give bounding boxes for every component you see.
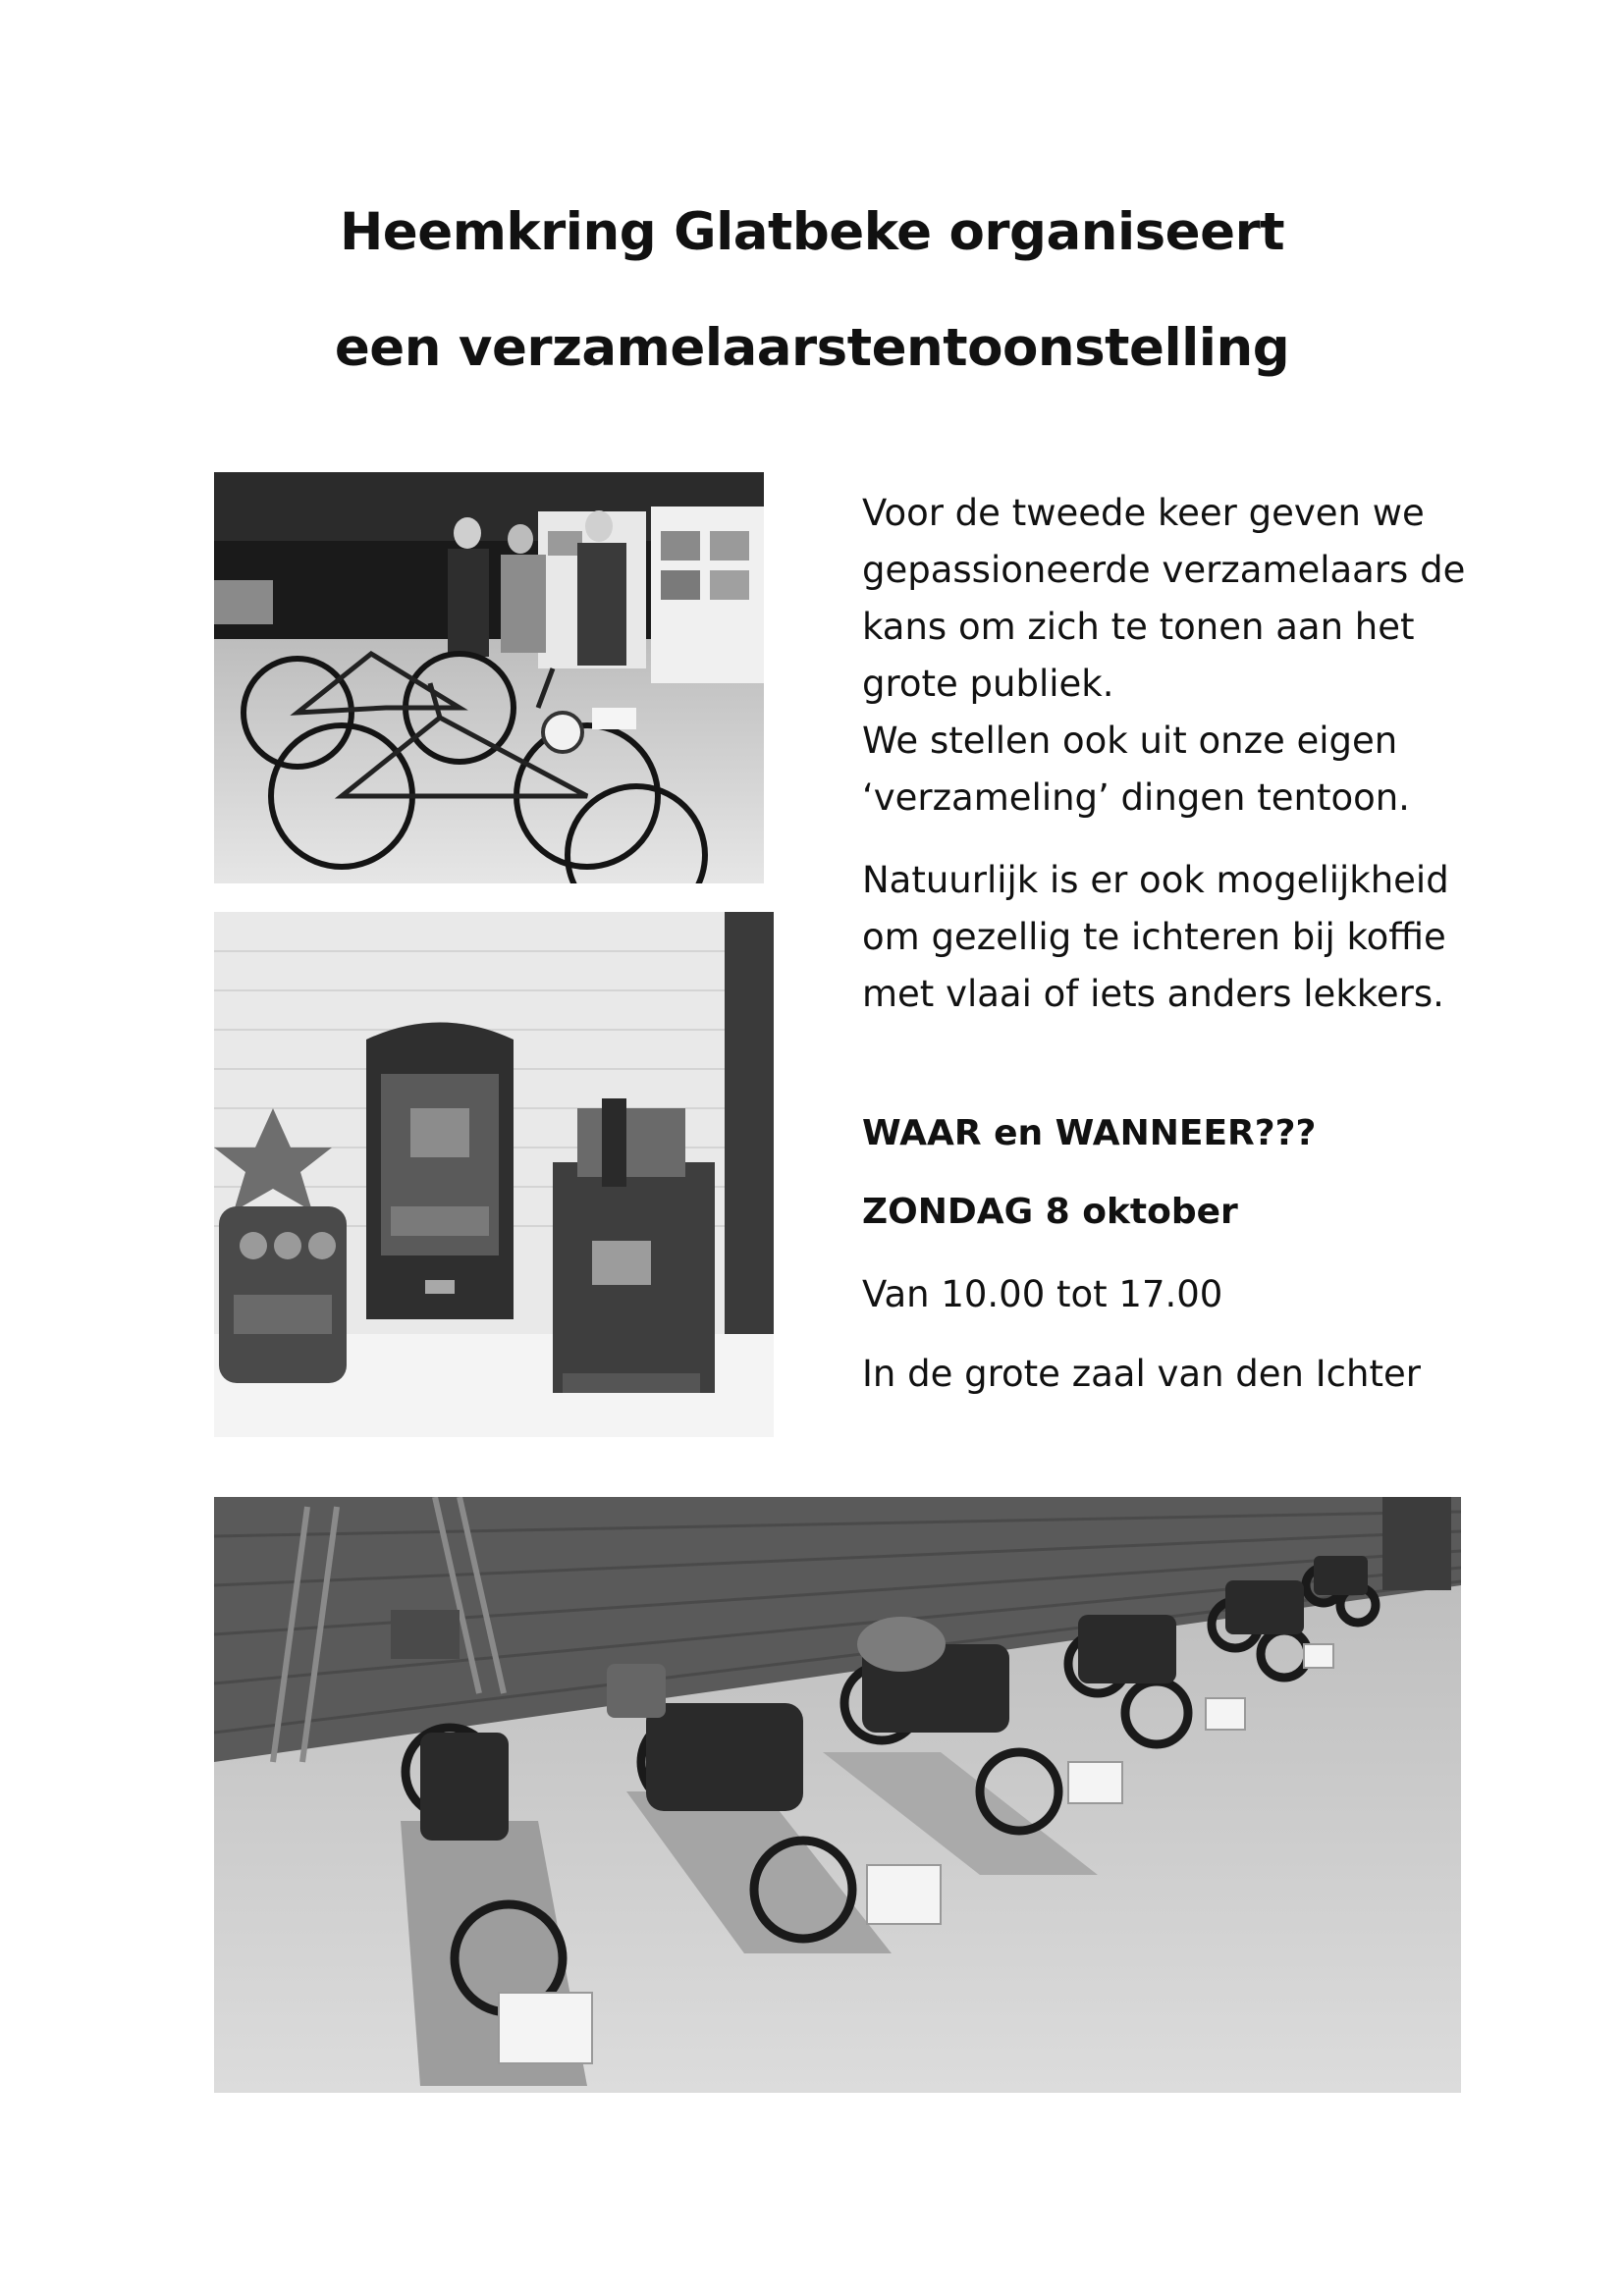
intro-paragraph [862, 485, 1549, 827]
bicycles-photo-illustration [214, 472, 764, 883]
photo-vintage-bicycles [214, 472, 764, 883]
intro-line: gepassioneerde verzamelaars de [862, 549, 1466, 591]
extra-line: Natuurlijk is er ook mogelijkheid [862, 859, 1449, 901]
event-time: Van 10.00 tot 17.00 [862, 1273, 1223, 1315]
intro-line: grote publiek. [862, 663, 1114, 705]
mopeds-photo-illustration [214, 1497, 1461, 2093]
photo-antique-machines [214, 912, 774, 1437]
event-location: In de grote zaal van den Ichter [862, 1353, 1421, 1395]
photo-vintage-mopeds [214, 1497, 1461, 2093]
intro-line: ‘verzameling’ dingen tentoon. [862, 776, 1410, 819]
machines-photo-illustration [214, 912, 774, 1437]
extra-paragraph [862, 852, 1549, 1023]
title-line-1: Heemkring Glatbeke organiseert [339, 202, 1285, 262]
title-line-2: een verzamelaarstentoonstelling [334, 318, 1290, 378]
event-heading: WAAR en WANNEER??? [862, 1113, 1317, 1153]
extra-line: om gezellig te ichteren bij koffie [862, 916, 1446, 958]
extra-line: met vlaai of iets anders lekkers. [862, 973, 1444, 1015]
event-date: ZONDAG 8 oktober [862, 1192, 1238, 1232]
intro-line: Voor de tweede keer geven we [862, 492, 1425, 534]
intro-line: kans om zich te tonen aan het [862, 606, 1415, 648]
intro-line: We stellen ook uit onze eigen [862, 720, 1398, 762]
